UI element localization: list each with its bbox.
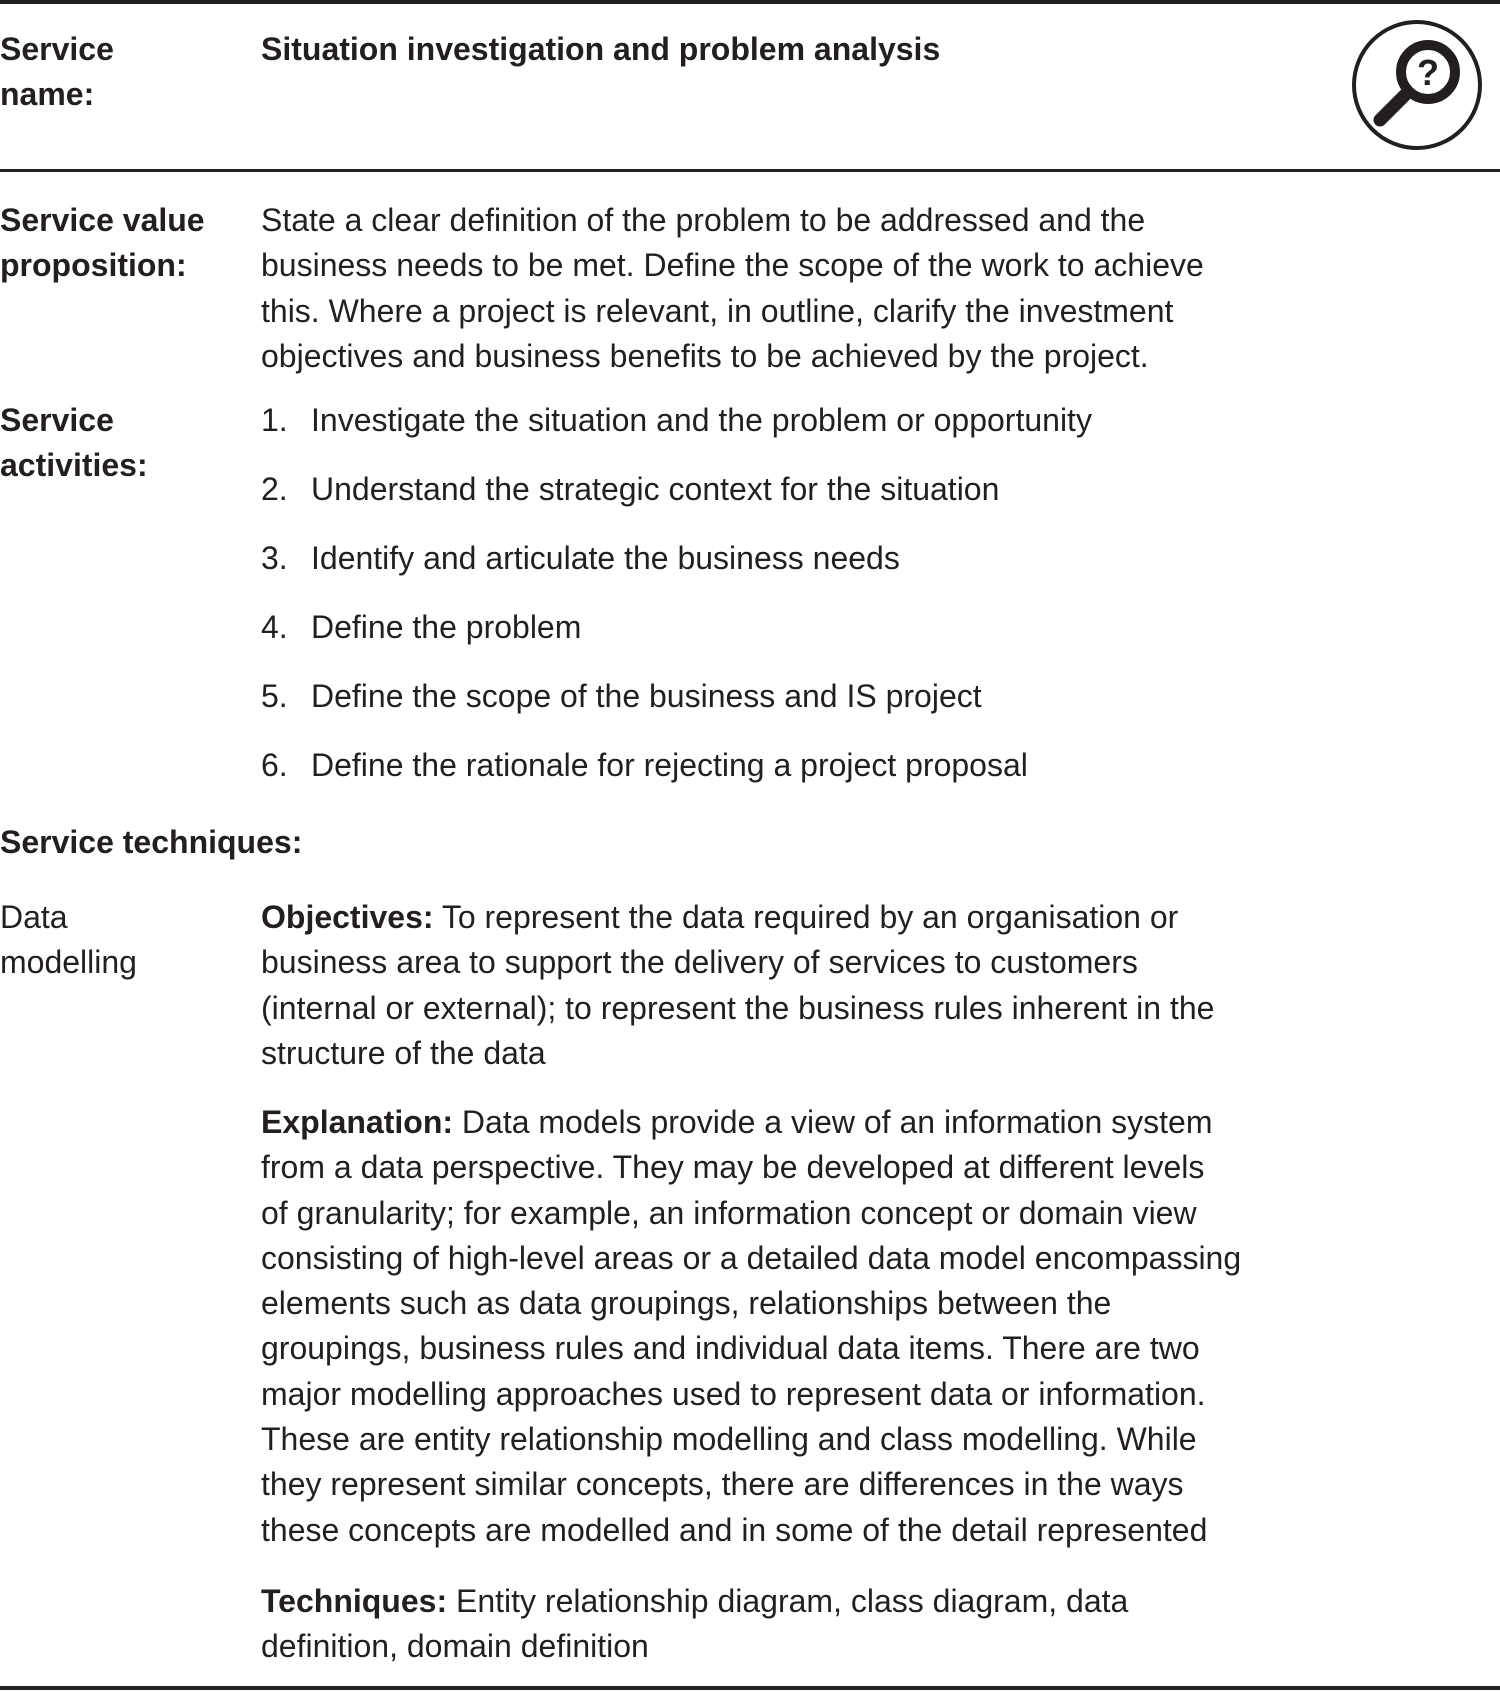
activity-number: 4. [261, 609, 288, 645]
top-rule [0, 0, 1500, 4]
activity-text: Define the rationale for rejecting a project proposal [311, 747, 1028, 783]
svg-text:?: ? [1417, 52, 1439, 93]
text-line: State a clear definition of the problem to be addressed and the [261, 202, 1146, 238]
text-line: this. Where a project is relevant, in outline, clarify the investment [261, 292, 1174, 329]
text-line-part: Entity relationship diagram, class diagram, data [447, 1583, 1129, 1619]
text-line [261, 1100, 1241, 1145]
text-line [261, 1579, 1128, 1624]
explanation-label: Explanation: [261, 1104, 454, 1140]
value-proposition-label [0, 198, 205, 289]
service-name-label [0, 27, 114, 118]
activity-item [261, 467, 1092, 536]
technique-name-line: modelling [0, 944, 137, 981]
text-line: structure of the data [261, 1034, 546, 1071]
activity-number: 1. [261, 402, 288, 438]
service-name-value: Situation investigation and problem analysis [261, 31, 941, 67]
label-line: proposition: [0, 247, 187, 284]
text-line: elements such as data groupings, relationships between the [261, 1285, 1112, 1322]
text-line [261, 895, 1214, 940]
objectives-label: Objectives: [261, 899, 434, 935]
text-line: business needs to be met. Define the scope of the work to achieve [261, 247, 1204, 284]
activities-list [261, 398, 1092, 812]
activity-text: Understand the strategic context for the situation [311, 471, 1000, 507]
text-line-part: To represent the data required by an organisation or [433, 899, 1179, 935]
bottom-rule [0, 1686, 1500, 1690]
activity-item [261, 743, 1092, 812]
text-line: of granularity; for example, an information concept or domain view [261, 1194, 1197, 1231]
text-line: from a data perspective. They may be developed at different levels [261, 1149, 1205, 1186]
technique-name [0, 895, 137, 986]
activity-text: Define the scope of the business and IS project [311, 678, 982, 714]
text-line: consisting of high-level areas or a detailed data model encompassing [261, 1239, 1242, 1276]
techniques-list-block [261, 1579, 1128, 1670]
activity-text: Identify and articulate the business needs [311, 540, 900, 576]
activity-number: 2. [261, 471, 288, 507]
techniques-label: Techniques: [261, 1583, 448, 1619]
objectives-block [261, 895, 1214, 1076]
text-line-part: Data models provide a view of an information system [453, 1104, 1213, 1140]
activity-item [261, 605, 1092, 674]
value-proposition-text [261, 198, 1204, 379]
text-line: definition, domain definition [261, 1628, 649, 1665]
label-line: Service [0, 402, 114, 438]
explanation-block [261, 1100, 1241, 1553]
magnifier-question-icon [1350, 18, 1484, 152]
header-divider [0, 169, 1500, 172]
text-line: they represent similar concepts, there are differences in the ways [261, 1466, 1184, 1503]
activity-text: Define the problem [311, 609, 582, 645]
text-line: major modelling approaches used to represent data or information. [261, 1375, 1206, 1412]
label-line: Service value [0, 202, 205, 238]
activity-number: 3. [261, 540, 288, 576]
label-line: name: [0, 76, 95, 113]
text-line: objectives and business benefits to be achieved by the project. [261, 337, 1149, 374]
activity-item [261, 398, 1092, 467]
activity-item [261, 674, 1092, 743]
label-line: activities: [0, 447, 148, 484]
text-line: business area to support the delivery of services to customers [261, 944, 1138, 981]
activity-number: 6. [261, 747, 288, 783]
techniques-heading: Service techniques: [0, 824, 303, 860]
activities-label [0, 398, 148, 489]
activity-number: 5. [261, 678, 288, 714]
text-line: groupings, business rules and individual data items. There are two [261, 1330, 1200, 1367]
text-line: (internal or external); to represent the business rules inherent in the [261, 989, 1215, 1026]
label-line: Service [0, 31, 114, 67]
text-line: These are entity relationship modelling and class modelling. While [261, 1421, 1197, 1458]
activity-text: Investigate the situation and the problem or opportunity [311, 402, 1092, 438]
activity-item [261, 536, 1092, 605]
technique-name-line: Data [0, 899, 68, 935]
text-line: these concepts are modelled and in some of the detail represented [261, 1511, 1208, 1548]
